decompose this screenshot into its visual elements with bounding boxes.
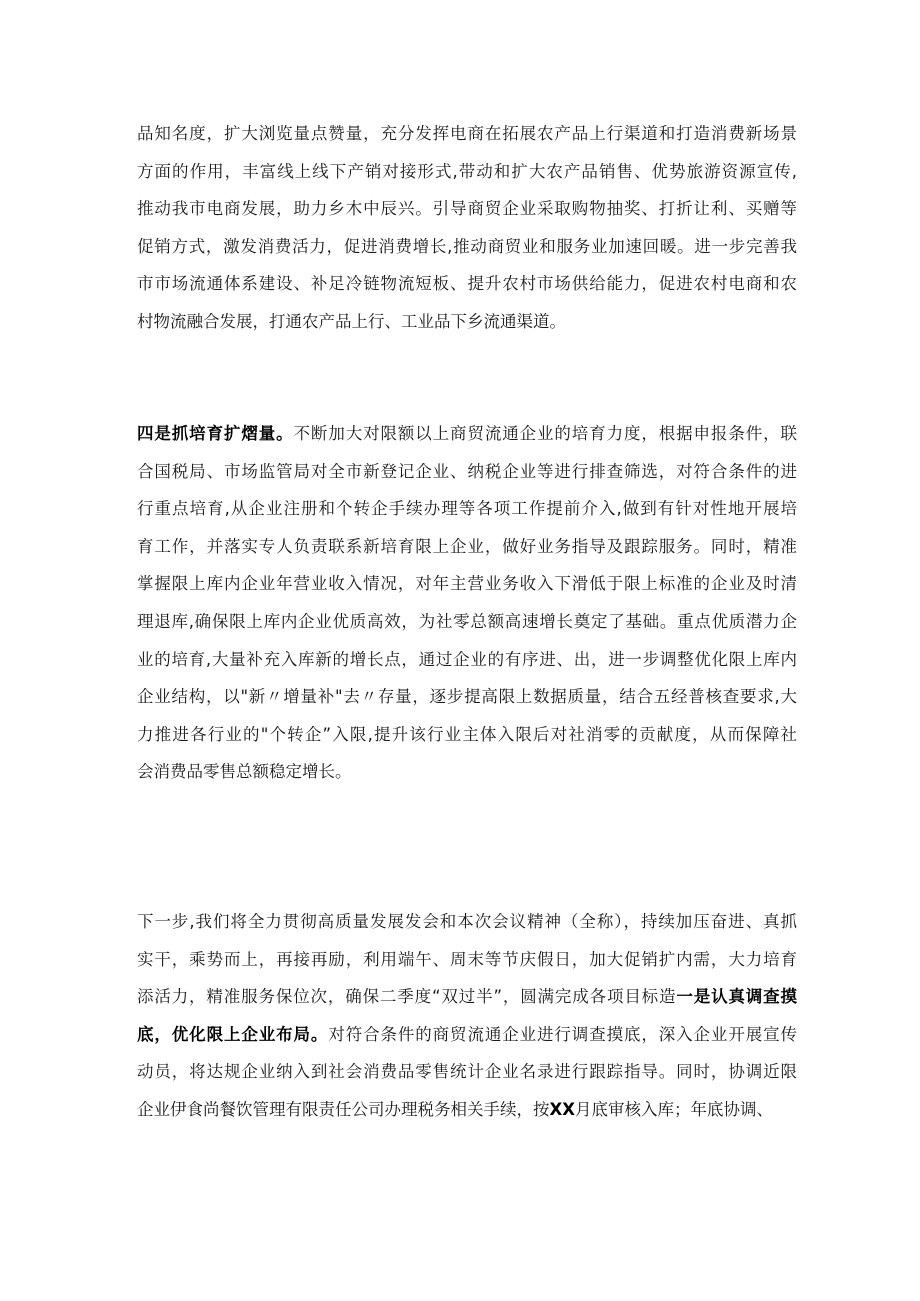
body-text: 掌握限上库内企业年营业收入情况，对年主营业务收入下滑低于限上标准的企业及时清 xyxy=(137,574,797,594)
body-text: 促销方式，激发消费活力，促进消费增长,推动商贸业和服务业加速回暖。进一步完善我 xyxy=(137,236,797,256)
body-text: 企业伊食尚餐饮管理有限责任公司办理税务相关手续，按 xyxy=(137,1099,550,1119)
text-line xyxy=(137,978,797,1016)
text-line xyxy=(137,603,797,641)
body-text: 不断加大对限额以上商贸流通企业的培育力度，根据申报条件，联 xyxy=(293,424,797,443)
body-text: 合国税局、市场监管局对全市新登记企业、纳税企业等进行排查筛选，对符合条件的进 xyxy=(137,461,797,481)
body-text: 推动我市电商发展，助力乡木中辰兴。引导商贸企业采取购物抽奖、打折让利、买赠等 xyxy=(137,199,797,219)
text-line xyxy=(137,153,797,191)
text-line xyxy=(137,1053,797,1091)
text-line xyxy=(137,565,797,603)
text-line xyxy=(137,190,797,228)
text-line xyxy=(137,1091,797,1129)
paragraph-next-steps xyxy=(137,903,797,1129)
text-line xyxy=(137,490,797,528)
text-line xyxy=(137,265,797,303)
body-text: 月底审核入库；年底协调、 xyxy=(574,1099,773,1119)
text-line xyxy=(137,753,797,791)
body-text: 行重点培育,从企业注册和个转企手续办理等各项工作提前介入,做到有针对性地开展培 xyxy=(137,499,797,519)
body-text: 村物流融合发展，打通农产品上行、工业品下乡流通渠道。 xyxy=(137,311,566,331)
text-line xyxy=(137,415,797,453)
text-line xyxy=(137,903,797,941)
body-text: 品知名度，扩大浏览量点赞量，充分发挥电商在拓展农产品上行渠道和打造消费新场景 xyxy=(137,124,797,143)
text-line xyxy=(137,453,797,491)
body-text: 实干，乘势而上，再接再励，利用端午、周末等节庆假日，加大促销扩内需，大力培育 xyxy=(137,949,797,969)
body-text: 添活力，精准服务保位次，确保二季度“双过半”，圆满完成各项目标造 xyxy=(137,987,677,1007)
bold-heading-text: 四是抓培育扩熠量。 xyxy=(137,424,294,443)
text-line xyxy=(137,641,797,679)
paragraph-cultivation-expansion xyxy=(137,415,797,791)
bold-heading-text: 一是认真调查摸 xyxy=(676,987,797,1007)
body-text: 下一步,我们将全力贯彻高质量发展发会和本次会议精神（全称），持续加压奋进、真抓 xyxy=(137,912,797,931)
body-text: 业的培育,大量补充入库新的增长点，通过企业的有序进、出，进一步调整优化限上库内 xyxy=(137,649,797,669)
text-line xyxy=(137,228,797,266)
paragraph-ecommerce-promotion xyxy=(137,115,797,341)
text-line xyxy=(137,115,797,153)
text-line xyxy=(137,528,797,566)
body-text: 理退库,确保限上库内企业优质高效，为社零总额高速增长奠定了基础。重点优质潜力企 xyxy=(137,611,797,631)
text-line xyxy=(137,1016,797,1054)
body-text: 会消费品零售总额稳定增长。 xyxy=(137,762,352,782)
body-text: 育工作，并落实专人负责联系新培育限上企业，做好业务指导及跟踪服务。同时，精准 xyxy=(137,536,797,556)
body-text: 方面的作用，丰富线上线下产销对接形式,带动和扩大农产品销售、优势旅游资源宣传, xyxy=(137,161,797,181)
body-text: 市市场流通体系建设、补足冷链物流短板、提升农村市场供给能力，促进农村电商和农 xyxy=(137,274,797,294)
body-text: 动员，将达规企业纳入到社会消费品零售统计企业名录进行跟踪指导。同时，协调近限 xyxy=(137,1062,797,1082)
body-text: 企业结构，以"新〃增量补"去〃存量，逐步提高限上数据质量，结合五经普核查要求,大 xyxy=(137,687,797,707)
bold-heading-text: 底，优化限上企业布局。 xyxy=(137,1024,329,1044)
body-text: 力推进各行业的"个转企”入限,提升该行业主体入限后对社消零的贡献度，从而保障社 xyxy=(137,724,797,744)
text-line xyxy=(137,941,797,979)
text-line xyxy=(137,678,797,716)
text-line xyxy=(137,716,797,754)
body-text: 对符合条件的商贸流通企业进行调查摸底，深入企业开展宣传 xyxy=(328,1024,797,1044)
bold-heading-text: XX xyxy=(549,1099,575,1119)
text-line xyxy=(137,303,797,341)
